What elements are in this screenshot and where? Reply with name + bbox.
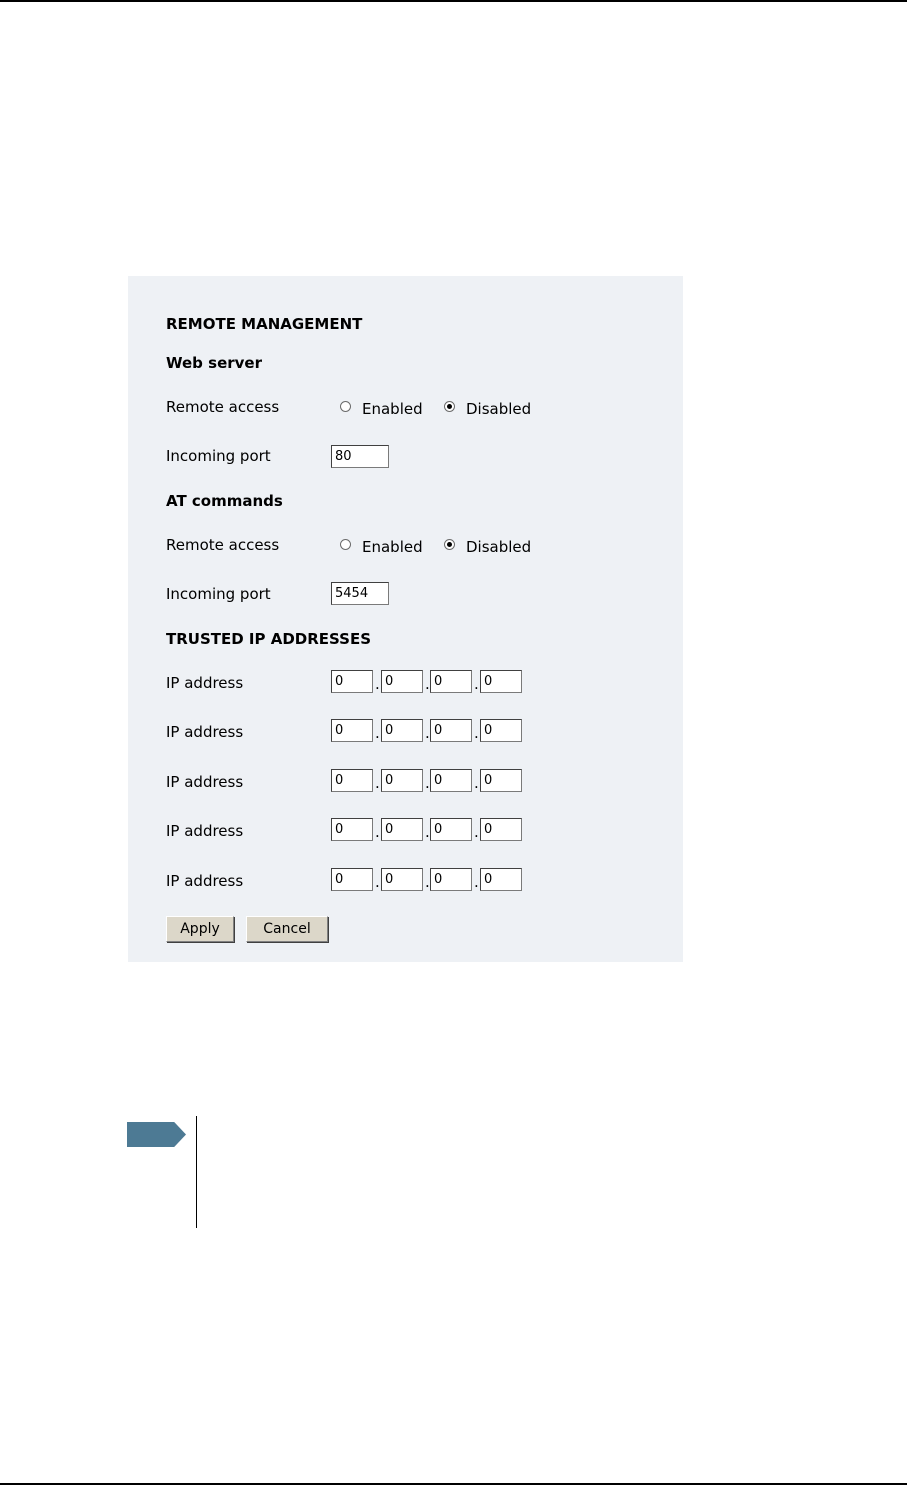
web-server-heading: Web server	[166, 354, 262, 372]
ip-octet-1-input[interactable]	[331, 719, 373, 742]
ip-octet-4-input[interactable]	[480, 719, 522, 742]
ip-dot-separator: .	[474, 823, 479, 841]
page-top-rule	[0, 0, 907, 2]
note-divider	[196, 1116, 197, 1228]
ip-dot-separator: .	[425, 724, 430, 742]
at-commands-heading: AT commands	[166, 492, 283, 510]
ip-dot-separator: .	[474, 724, 479, 742]
ip-dot-separator: .	[474, 873, 479, 891]
ip-octet-1-input[interactable]	[331, 769, 373, 792]
ip-dot-separator: .	[375, 675, 380, 693]
ip-dot-separator: .	[425, 873, 430, 891]
at-commands-disabled-label[interactable]: Disabled	[466, 538, 532, 556]
ip-octet-4-input[interactable]	[480, 769, 522, 792]
cancel-button[interactable]: Cancel	[246, 916, 328, 942]
ip-octet-3-input[interactable]	[430, 818, 472, 841]
apply-button[interactable]: Apply	[166, 916, 234, 942]
ip-dot-separator: .	[375, 774, 380, 792]
web-server-incoming-port-label: Incoming port	[166, 447, 271, 465]
ip-octet-3-input[interactable]	[430, 670, 472, 693]
ip-dot-separator: .	[474, 675, 479, 693]
ip-address-label: IP address	[166, 822, 244, 840]
at-commands-remote-access-label: Remote access	[166, 536, 280, 554]
at-commands-incoming-port-input[interactable]	[331, 582, 389, 605]
ip-octet-2-input[interactable]	[381, 868, 423, 891]
at-commands-enabled-label[interactable]: Enabled	[362, 538, 423, 556]
ip-address-label: IP address	[166, 872, 244, 890]
at-commands-incoming-port-label: Incoming port	[166, 585, 271, 603]
ip-dot-separator: .	[425, 675, 430, 693]
web-server-remote-access-label: Remote access	[166, 398, 280, 416]
ip-octet-3-input[interactable]	[430, 719, 472, 742]
section-title: REMOTE MANAGEMENT	[166, 315, 363, 333]
ip-dot-separator: .	[375, 823, 380, 841]
note-arrow-icon	[127, 1122, 186, 1147]
ip-dot-separator: .	[425, 823, 430, 841]
ip-address-label: IP address	[166, 773, 244, 791]
ip-octet-4-input[interactable]	[480, 670, 522, 693]
ip-address-label: IP address	[166, 674, 244, 692]
ip-octet-1-input[interactable]	[331, 818, 373, 841]
ip-dot-separator: .	[474, 774, 479, 792]
ip-octet-2-input[interactable]	[381, 719, 423, 742]
ip-address-label: IP address	[166, 723, 244, 741]
web-server-disabled-label[interactable]: Disabled	[466, 400, 532, 418]
ip-octet-3-input[interactable]	[430, 868, 472, 891]
web-server-incoming-port-input[interactable]	[331, 445, 389, 468]
ip-dot-separator: .	[375, 724, 380, 742]
web-server-enabled-radio[interactable]	[340, 401, 351, 412]
ip-dot-separator: .	[425, 774, 430, 792]
ip-octet-1-input[interactable]	[331, 868, 373, 891]
web-server-enabled-label[interactable]: Enabled	[362, 400, 423, 418]
ip-dot-separator: .	[375, 873, 380, 891]
ip-octet-4-input[interactable]	[480, 868, 522, 891]
page-bottom-rule	[0, 1483, 907, 1485]
at-commands-enabled-radio[interactable]	[340, 539, 351, 550]
at-commands-disabled-radio[interactable]	[444, 539, 455, 550]
web-server-disabled-radio[interactable]	[444, 401, 455, 412]
ip-octet-2-input[interactable]	[381, 670, 423, 693]
remote-management-panel	[128, 276, 683, 962]
ip-octet-2-input[interactable]	[381, 769, 423, 792]
ip-octet-1-input[interactable]	[331, 670, 373, 693]
trusted-ip-heading: TRUSTED IP ADDRESSES	[166, 630, 372, 648]
ip-octet-3-input[interactable]	[430, 769, 472, 792]
ip-octet-2-input[interactable]	[381, 818, 423, 841]
ip-octet-4-input[interactable]	[480, 818, 522, 841]
